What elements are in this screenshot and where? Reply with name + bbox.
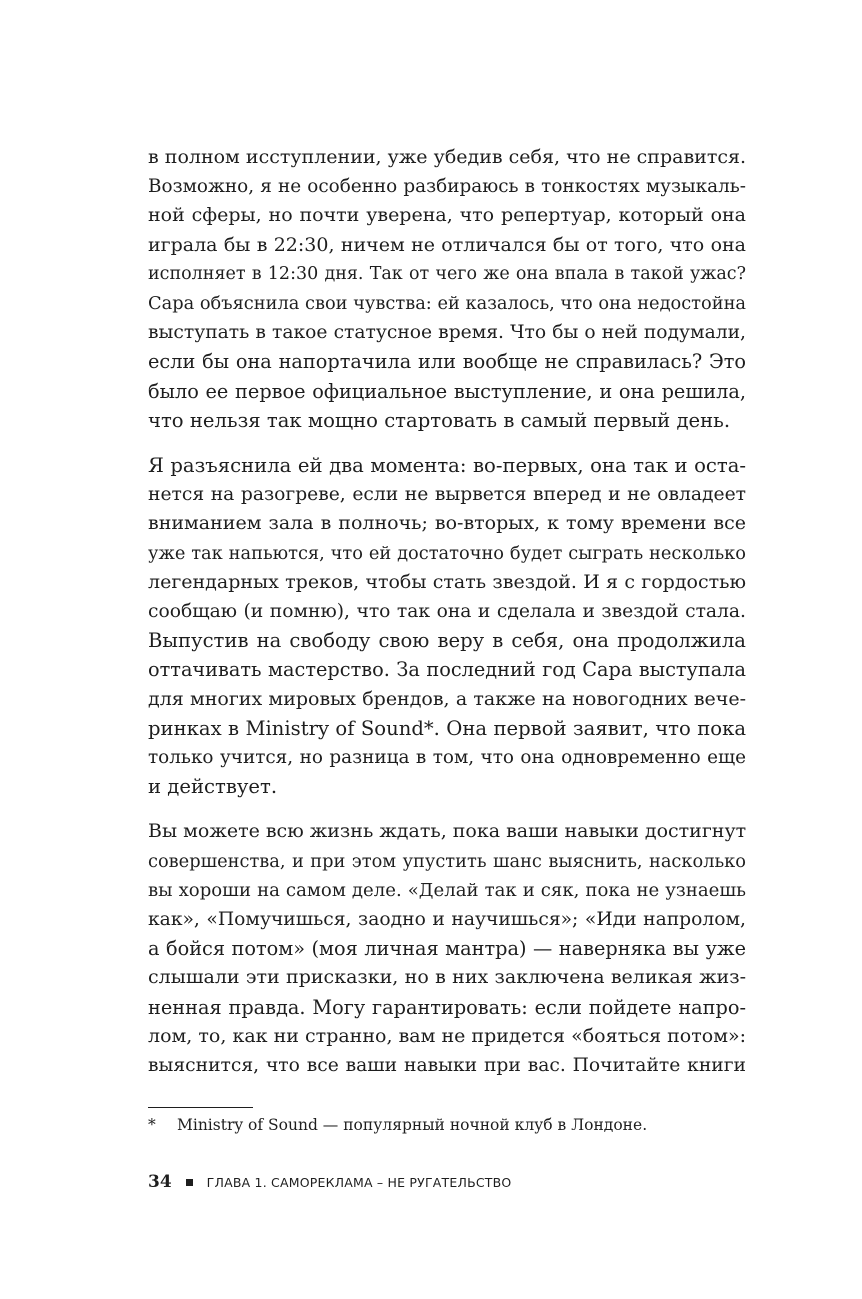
text-line: вы хороши на самом деле. «Делай так и сяк, пока не узнаешь bbox=[148, 879, 746, 901]
footnote-divider bbox=[148, 1107, 253, 1108]
text-line: играла бы в 22:30, ничем не отличался бы от того, что она bbox=[148, 233, 746, 256]
text-line: выяснится, что все ваши навыки при вас. Почитайте книги bbox=[148, 1055, 746, 1077]
text-line: сообщаю (и помню), что так она и сделала и звездой стала. bbox=[148, 601, 746, 623]
text-line: что нельзя так мощно стартовать в самый первый день. bbox=[148, 408, 731, 432]
text-line: Вы можете всю жизнь ждать, пока ваши навыки достигнут bbox=[148, 820, 747, 843]
text-line: слышали эти присказки, но в них заключена великая жиз- bbox=[148, 966, 746, 989]
text-line: а бойся потом» (моя личная мантра) — наверняка вы уже bbox=[148, 937, 746, 961]
text-line: Возможно, я не особенно разбираюсь в тонкостях музыкаль- bbox=[148, 176, 746, 198]
page-number: 34 bbox=[148, 1172, 172, 1192]
text-line: только учится, но разница в том, что она одновременно еще bbox=[148, 747, 746, 769]
footnote-mark: * bbox=[148, 1116, 156, 1134]
footnote-text: Ministry of Sound — популярный ночной клуб в Лондоне. bbox=[177, 1116, 648, 1134]
text-line: Я разъяснила ей два момента: во-первых, она так и оста- bbox=[148, 454, 746, 478]
text-line: совершенства, и при этом упустить шанс выяснить, насколько bbox=[148, 850, 746, 872]
page-footer bbox=[148, 1172, 511, 1192]
paragraph-3 bbox=[148, 817, 746, 1080]
text-line: ненная правда. Могу гарантировать: если пойдете напро- bbox=[148, 995, 746, 1019]
text-line: легендарных треков, чтобы стать звездой. И я с гордостью bbox=[148, 570, 746, 593]
text-line: ринках в Ministry of Sound*. Она первой заявит, что пока bbox=[148, 716, 746, 740]
text-line: вниманием зала в полночь; во-вторых, к тому времени все bbox=[148, 512, 746, 535]
text-line: оттачивать мастерство. За последний год Сара выступала bbox=[148, 658, 746, 682]
text-line: и действует. bbox=[148, 775, 278, 799]
text-line: как», «Помучишься, заодно и научишься»; «Иди напролом, bbox=[148, 909, 746, 931]
text-line: было ее первое официальное выступление, и она решила, bbox=[148, 379, 746, 403]
text-line: в полном исступлении, уже убедив себя, что не справится. bbox=[148, 146, 746, 168]
text-line: для многих мировых брендов, а также на новогодних вече- bbox=[148, 687, 746, 710]
text-line: ной сферы, но почти уверена, что репертуар, который она bbox=[148, 204, 746, 227]
text-line: выступать в такое статусное время. Что бы о ней подумали, bbox=[148, 322, 746, 344]
text-line: Сара объяснила свои чувства: ей казалось, что она недостойна bbox=[148, 293, 747, 315]
text-line: лом, то, как ни странно, вам не придется «бояться потом»: bbox=[148, 1024, 746, 1047]
paragraph-1 bbox=[148, 143, 746, 435]
paragraph-2 bbox=[148, 451, 746, 801]
text-line: Выпустив на свободу свою веру в себя, она продолжила bbox=[148, 629, 746, 653]
text-line: нется на разогреве, если не вырвется вперед и не овладеет bbox=[148, 484, 746, 506]
running-head: ГЛАВА 1. САМОРЕКЛАМА – НЕ РУГАТЕЛЬСТВО bbox=[206, 1174, 512, 1190]
text-line: уже так напьются, что ей достаточно будет сыграть несколько bbox=[148, 542, 746, 564]
text-line: исполняет в 12:30 дня. Так от чего же она впала в такой ужас? bbox=[148, 263, 746, 284]
text-line: если бы она напортачила или вообще не справилась? Это bbox=[148, 350, 746, 374]
square-bullet-icon bbox=[186, 1179, 193, 1186]
footnote bbox=[148, 1114, 746, 1136]
body-text bbox=[148, 143, 746, 1096]
